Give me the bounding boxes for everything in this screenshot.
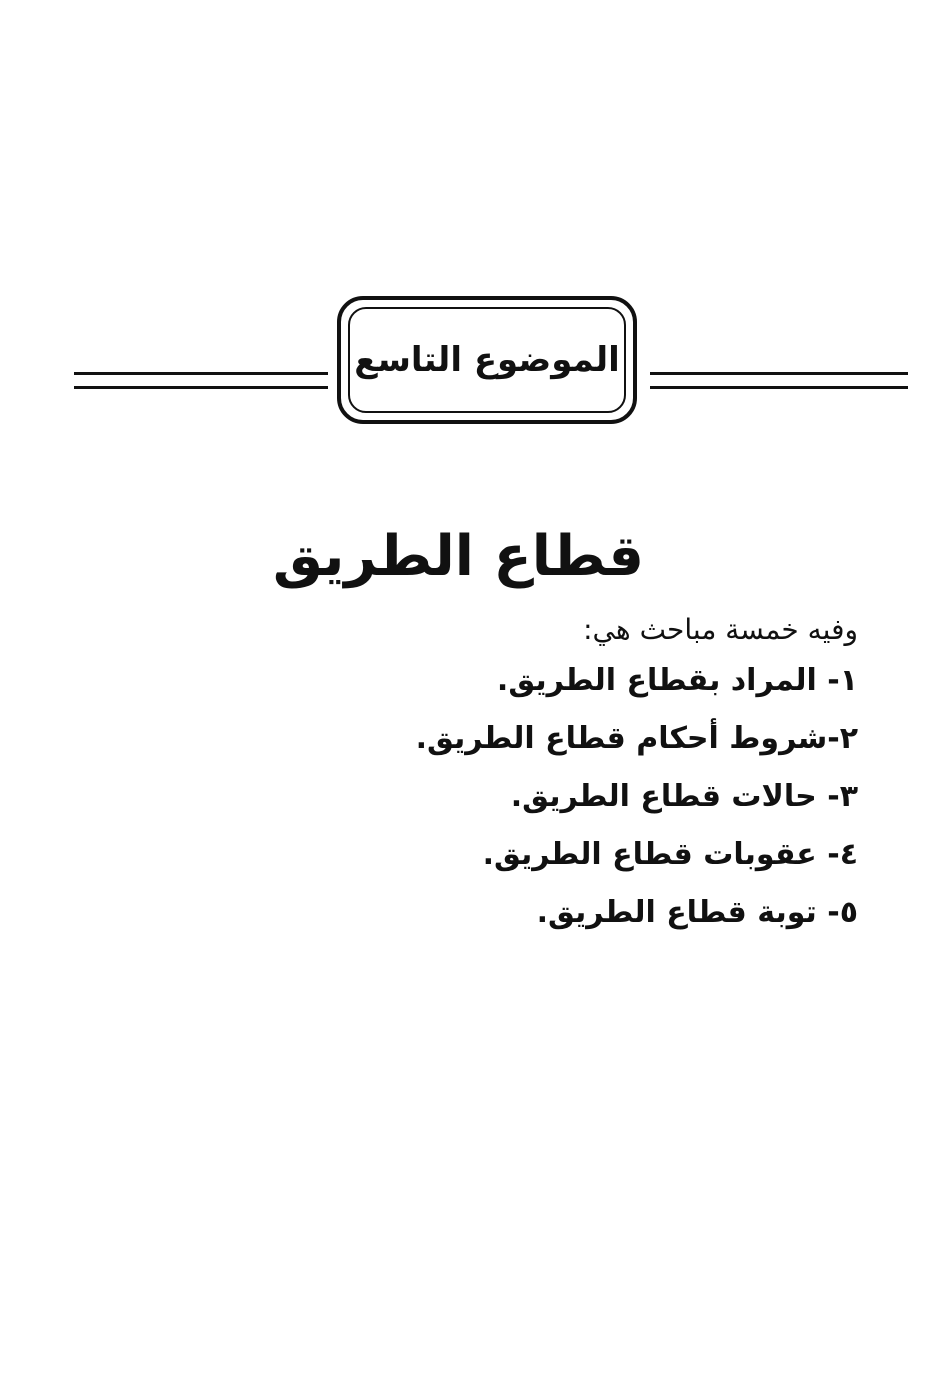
- list-item: ٢-شروط أحكام قطاع الطريق.: [415, 721, 858, 757]
- topic-frame: [337, 296, 637, 424]
- header-double-rule-right: [650, 372, 908, 389]
- sections-list: [338, 660, 858, 950]
- topic-label: الموضوع التاسع: [354, 340, 620, 380]
- list-item: ١- المراد بقطاع الطريق.: [496, 663, 858, 699]
- header-double-rule-left: [74, 372, 328, 389]
- list-item: ٤- عقوبات قطاع الطريق.: [482, 837, 858, 873]
- sections-block: [338, 604, 858, 950]
- list-item: ٥- توبة قطاع الطريق.: [536, 895, 858, 931]
- page-title: قطاع الطريق: [272, 524, 644, 589]
- list-item: ٣- حالات قطاع الطريق.: [510, 779, 858, 815]
- topic-frame-inner: [348, 307, 626, 413]
- intro-text: وفيه خمسة مباحث هي:: [583, 613, 858, 646]
